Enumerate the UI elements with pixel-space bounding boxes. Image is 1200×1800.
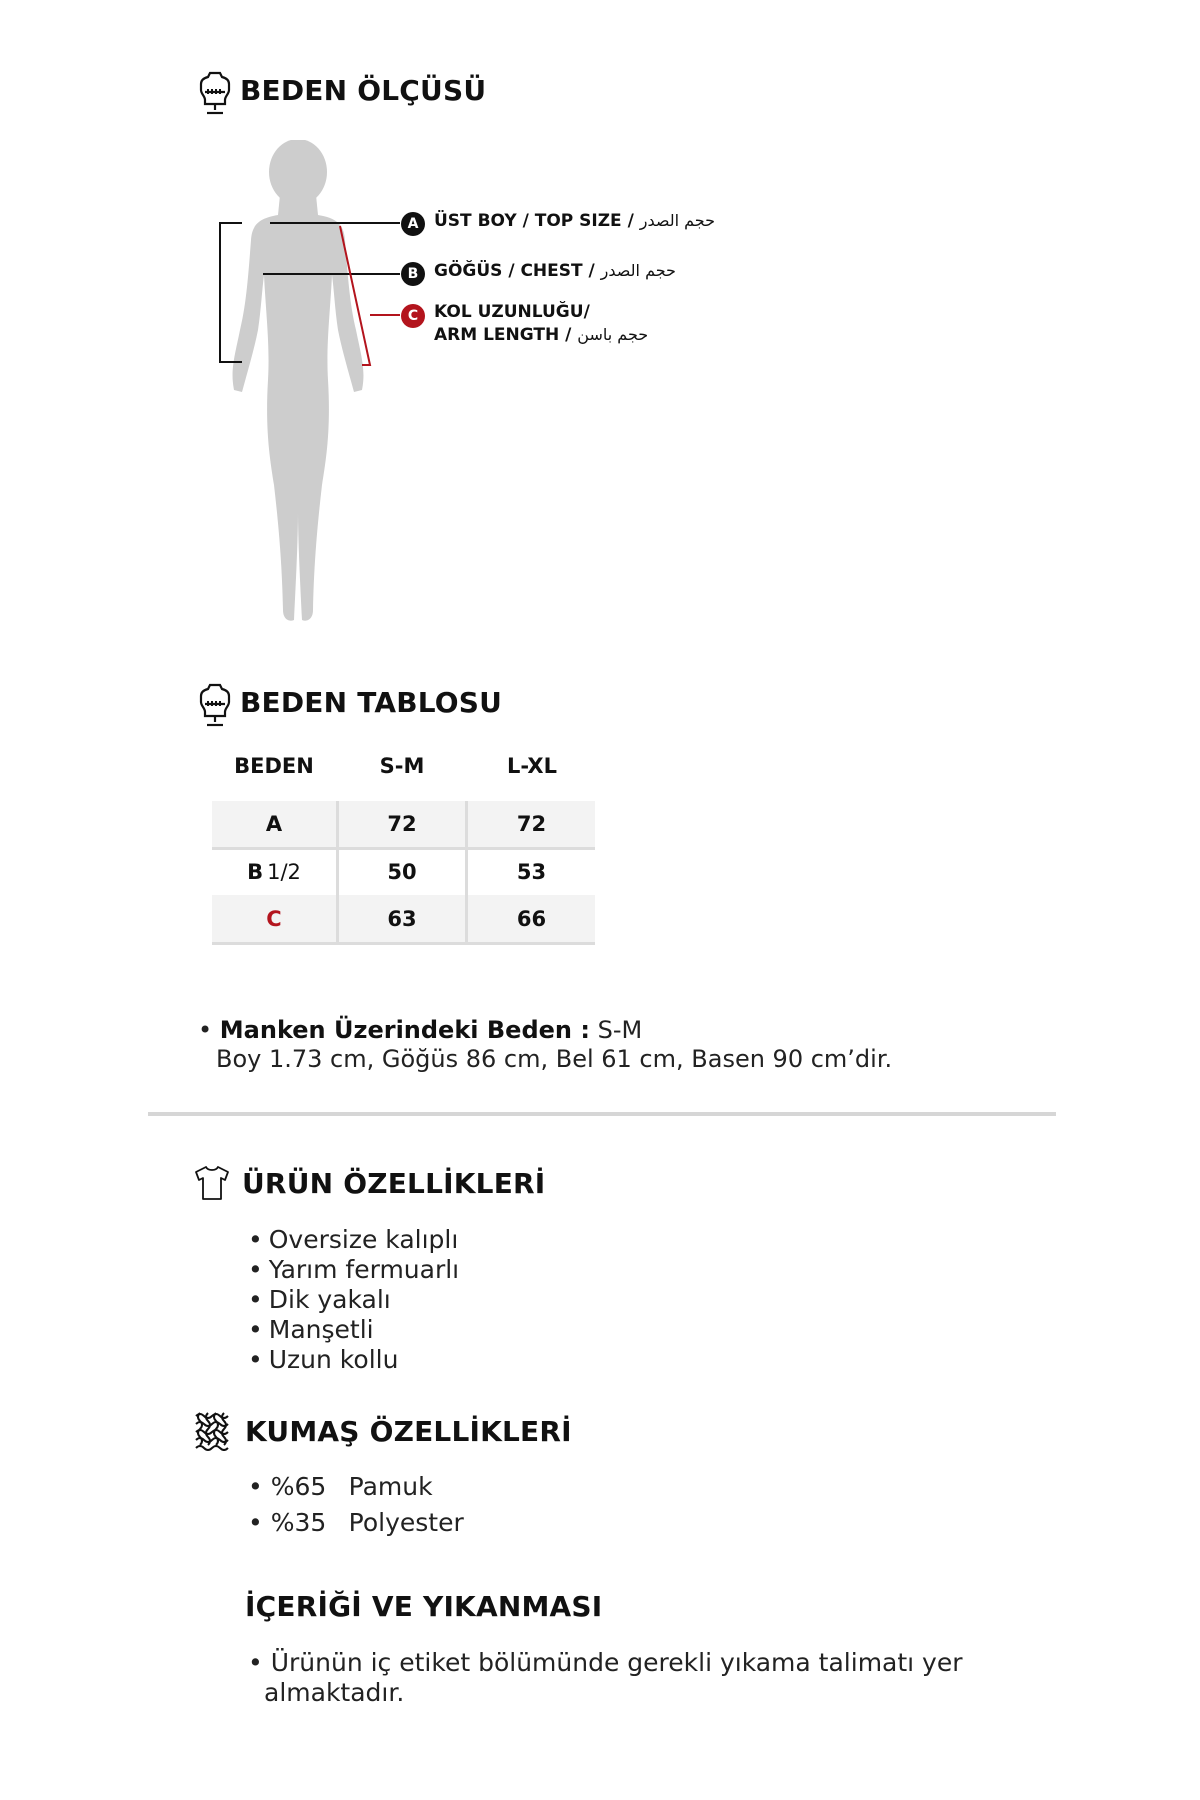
- model-info: [198, 1016, 642, 1044]
- fabric-percent: %35: [270, 1508, 327, 1537]
- list-item: [248, 1508, 464, 1544]
- label-chest: [434, 261, 676, 281]
- care-line-1: [248, 1648, 963, 1678]
- table-row-b-label: [212, 850, 336, 894]
- care-text: [248, 1648, 963, 1708]
- fabric-icon: [193, 1411, 233, 1455]
- list-item: • Uzun kollu: [248, 1345, 459, 1375]
- model-bullet: •: [198, 1016, 213, 1044]
- label-arm-length-text: ARM LENGTH /: [434, 325, 572, 345]
- label-top-size-arabic: حجم الصدر: [639, 211, 715, 230]
- table-divider: [465, 801, 468, 945]
- measure-title: BEDEN ÖLÇÜSÜ: [240, 74, 487, 107]
- list-item: • Oversize kalıplı: [248, 1225, 459, 1255]
- product-list: [248, 1225, 459, 1375]
- table-header-size: BEDEN: [234, 754, 314, 778]
- section-divider: [148, 1112, 1056, 1116]
- badge-a: A: [401, 212, 425, 236]
- list-item: [248, 1472, 464, 1508]
- model-label: Manken Üzerindeki Beden :: [219, 1016, 590, 1044]
- bullet: •: [248, 1472, 263, 1501]
- model-size: S-M: [597, 1016, 643, 1044]
- bullet: •: [248, 1508, 263, 1537]
- table-row-c-label: [212, 895, 336, 942]
- measure-lines: [210, 210, 410, 370]
- label-arm-length-arabic: حجم باسن: [577, 325, 649, 344]
- size-table-title: BEDEN TABLOSU: [240, 686, 503, 719]
- table-row-a-lxl: 72: [468, 801, 595, 847]
- list-item: • Yarım fermuarlı: [248, 1255, 459, 1285]
- row-a-label: A: [265, 812, 283, 836]
- fabric-percent: %65: [270, 1472, 327, 1501]
- care-line-2: almaktadır.: [264, 1678, 405, 1707]
- fabric-title: KUMAŞ ÖZELLİKLERİ: [245, 1415, 572, 1448]
- row-b-label: B: [247, 860, 264, 884]
- fabric-material: Pamuk: [348, 1472, 433, 1501]
- label-arm-length: [434, 325, 648, 345]
- table-row-b-lxl: 53: [468, 850, 595, 894]
- label-chest-arabic: حجم الصدر: [600, 261, 676, 280]
- fabric-list: [248, 1472, 464, 1544]
- mannequin-icon: [198, 682, 232, 732]
- model-details: Boy 1.73 cm, Göğüs 86 cm, Bel 61 cm, Basen 90 cm’dir.: [216, 1045, 893, 1073]
- table-divider: [336, 801, 339, 945]
- care-title: İÇERİĞİ VE YIKANMASI: [245, 1590, 603, 1623]
- table-row-a-sm: 72: [339, 801, 465, 847]
- table-header-lxl: L-XL: [507, 754, 557, 778]
- table-header-sm: S-M: [379, 754, 425, 778]
- list-item: • Dik yakalı: [248, 1285, 459, 1315]
- label-top-size: [434, 211, 715, 231]
- mannequin-icon: [198, 70, 232, 120]
- bullet: •: [248, 1648, 271, 1677]
- row-b-suffix: 1/2: [267, 860, 301, 884]
- table-row-a-label: [212, 801, 336, 847]
- label-arm-length-line1: KOL UZUNLUĞU/: [434, 302, 590, 322]
- tshirt-icon: [193, 1164, 231, 1206]
- label-top-size-text: ÜST BOY / TOP SIZE /: [434, 211, 634, 231]
- label-chest-text: GÖĞÜS / CHEST /: [434, 261, 595, 281]
- list-item: • Manşetli: [248, 1315, 459, 1345]
- table-divider: [212, 847, 595, 850]
- table-divider: [212, 942, 595, 945]
- care-line-1-text: Ürünün iç etiket bölümünde gerekli yıkama talimatı yer: [270, 1648, 963, 1677]
- fabric-material: Polyester: [348, 1508, 464, 1537]
- table-row-c-sm: 63: [339, 895, 465, 942]
- badge-c: C: [401, 304, 425, 328]
- product-title: ÜRÜN ÖZELLİKLERİ: [242, 1167, 546, 1200]
- badge-b: B: [401, 262, 425, 286]
- table-row-c-lxl: 66: [468, 895, 595, 942]
- row-c-label: C: [266, 906, 282, 931]
- table-row-b-sm: 50: [339, 850, 465, 894]
